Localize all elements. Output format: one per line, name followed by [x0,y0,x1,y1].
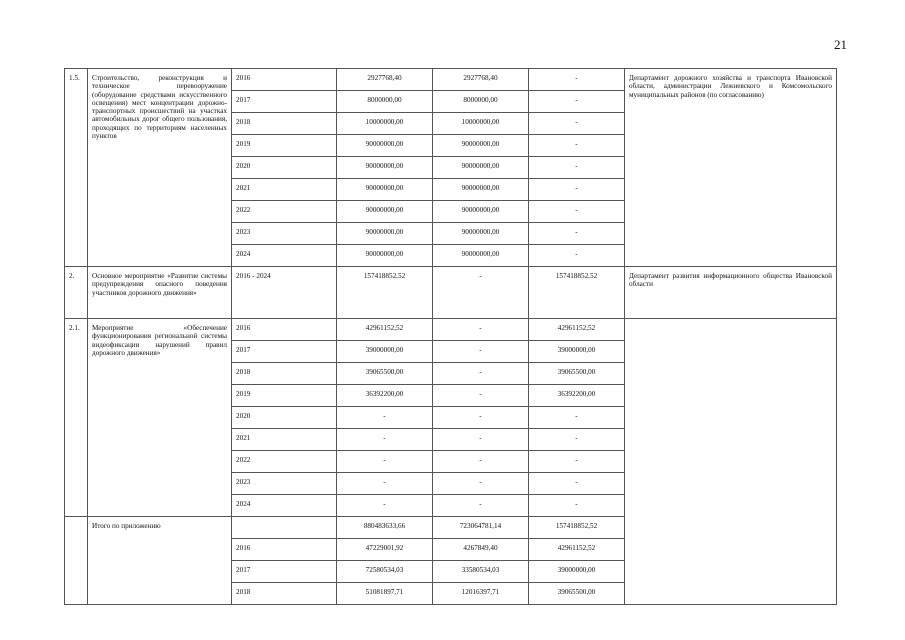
year-cell: 2022 [232,201,337,223]
year-cell: 2018 [232,113,337,135]
total-cell: 39000000,00 [337,341,433,363]
other-source-cell: - [529,451,625,473]
total-cell: 90000000,00 [337,223,433,245]
regional-budget-cell: - [433,451,529,473]
page-number: 21 [834,37,847,52]
regional-budget-cell: 90000000,00 [433,135,529,157]
total-cell: 2927768,40 [337,69,433,91]
regional-budget-cell: 90000000,00 [433,245,529,267]
regional-budget-cell: 90000000,00 [433,179,529,201]
other-source-cell: 39065500,00 [529,583,625,605]
total-cell: - [337,451,433,473]
regional-budget-cell: - [433,429,529,451]
year-cell: 2017 [232,561,337,583]
total-cell: 10000000,00 [337,113,433,135]
period-cell: 2016 - 2024 [232,267,337,319]
year-cell: 2024 [232,495,337,517]
regional-budget-cell: 90000000,00 [433,157,529,179]
year-cell: 2016 [232,69,337,91]
year-cell: 2020 [232,157,337,179]
other-source-cell: 157418852,52 [529,517,625,539]
item-number [65,319,88,517]
total-cell: 90000000,00 [337,135,433,157]
regional-budget-cell: - [433,495,529,517]
other-source-cell: - [529,91,625,113]
regional-budget-cell: - [433,319,529,341]
regional-budget-cell: 10000000,00 [433,113,529,135]
item-name-text: Мероприятие «Обеспечение функционирования региональной системы видеофиксации нарушений правил дорожного движения» [92,324,227,357]
regional-budget-cell: 2927768,40 [433,69,529,91]
other-source-cell: - [529,69,625,91]
year-cell: 2019 [232,135,337,157]
year-cell: 2018 [232,363,337,385]
table-row [65,319,837,341]
table-row [65,267,837,319]
item-number-text: 2. [69,272,75,280]
total-cell: 51081897,71 [337,583,433,605]
other-source-cell: 39065500,00 [529,363,625,385]
total-cell: 36392200,00 [337,385,433,407]
other-source-cell: 39000000,00 [529,341,625,363]
item-name [88,267,232,319]
executor-text: Департамент развития информационного общества Ивановской области [629,272,832,289]
executor [625,267,837,319]
regional-budget-cell: - [433,407,529,429]
total-cell: 42961152,52 [337,319,433,341]
other-source-cell: 157418852,52 [529,267,625,319]
other-source-cell: 39000000,00 [529,561,625,583]
item-number [65,69,88,267]
year-cell: 2016 [232,319,337,341]
year-cell: 2023 [232,223,337,245]
regional-budget-cell: 90000000,00 [433,201,529,223]
year-cell: 2020 [232,407,337,429]
other-source-cell: - [529,135,625,157]
year-cell: 2024 [232,245,337,267]
other-source-cell: - [529,201,625,223]
year-cell: 2017 [232,91,337,113]
total-cell: 90000000,00 [337,245,433,267]
item-name [88,69,232,267]
other-source-cell: - [529,429,625,451]
total-cell: 90000000,00 [337,157,433,179]
total-cell: 157418852,52 [337,267,433,319]
regional-budget-cell: 4267849,40 [433,539,529,561]
regional-budget-cell: - [433,385,529,407]
other-source-cell: - [529,157,625,179]
other-source-cell: - [529,113,625,135]
item-name [88,319,232,517]
other-source-cell: - [529,473,625,495]
financing-table [64,68,837,605]
item-name-text: Строительство, реконструкция и техническое перевооружение (оборудование средствами искусственного освещения) мест концентрации дорожно-транспортных происшествий на участках автомобильных дорог общего пользования, проходящих по территориям населенных пунктов [92,74,227,140]
regional-budget-cell: - [433,267,529,319]
total-cell: 8000000,00 [337,91,433,113]
executor-empty [625,319,837,605]
total-cell: 39065500,00 [337,363,433,385]
executor [625,69,837,267]
regional-budget-cell: 12016397,71 [433,583,529,605]
item-name-text: Основное мероприятие «Развитие системы предупреждения опасного поведения участников дорожного движения» [92,272,227,297]
item-number-text: 1.5. [69,74,80,82]
year-cell: 2017 [232,341,337,363]
year-cell: 2019 [232,385,337,407]
year-cell [232,517,337,539]
other-source-cell: - [529,179,625,201]
item-number-text: 2.1. [69,324,80,332]
total-cell: 90000000,00 [337,179,433,201]
total-cell: - [337,429,433,451]
total-label-text: Итого по приложению [92,522,161,530]
year-cell: 2022 [232,451,337,473]
regional-budget-cell: 8000000,00 [433,91,529,113]
regional-budget-cell: - [433,363,529,385]
regional-budget-cell: 33580534,03 [433,561,529,583]
total-cell: 72580534,03 [337,561,433,583]
table-row [65,69,837,91]
other-source-cell: - [529,223,625,245]
total-cell: - [337,495,433,517]
executor-text: Департамент дорожного хозяйства и транспорта Ивановской области, администрации Лежневского и Комсомольского муниципальных районов (по согласованию) [629,74,832,99]
regional-budget-cell: - [433,473,529,495]
total-cell: 880483633,66 [337,517,433,539]
other-source-cell: 36392200,00 [529,385,625,407]
other-source-cell: - [529,245,625,267]
year-cell: 2021 [232,179,337,201]
item-number [65,267,88,319]
regional-budget-cell: 723064781,14 [433,517,529,539]
other-source-cell: 42961152,52 [529,319,625,341]
other-source-cell: 42961152,52 [529,539,625,561]
other-source-cell: - [529,407,625,429]
total-cell: - [337,473,433,495]
regional-budget-cell: - [433,341,529,363]
regional-budget-cell: 90000000,00 [433,223,529,245]
year-cell: 2021 [232,429,337,451]
other-source-cell: - [529,495,625,517]
total-cell: - [337,407,433,429]
total-cell: 90000000,00 [337,201,433,223]
total-cell: 47229001,92 [337,539,433,561]
total-number-empty [65,517,88,605]
total-label [88,517,232,605]
year-cell: 2016 [232,539,337,561]
year-cell: 2023 [232,473,337,495]
year-cell: 2018 [232,583,337,605]
